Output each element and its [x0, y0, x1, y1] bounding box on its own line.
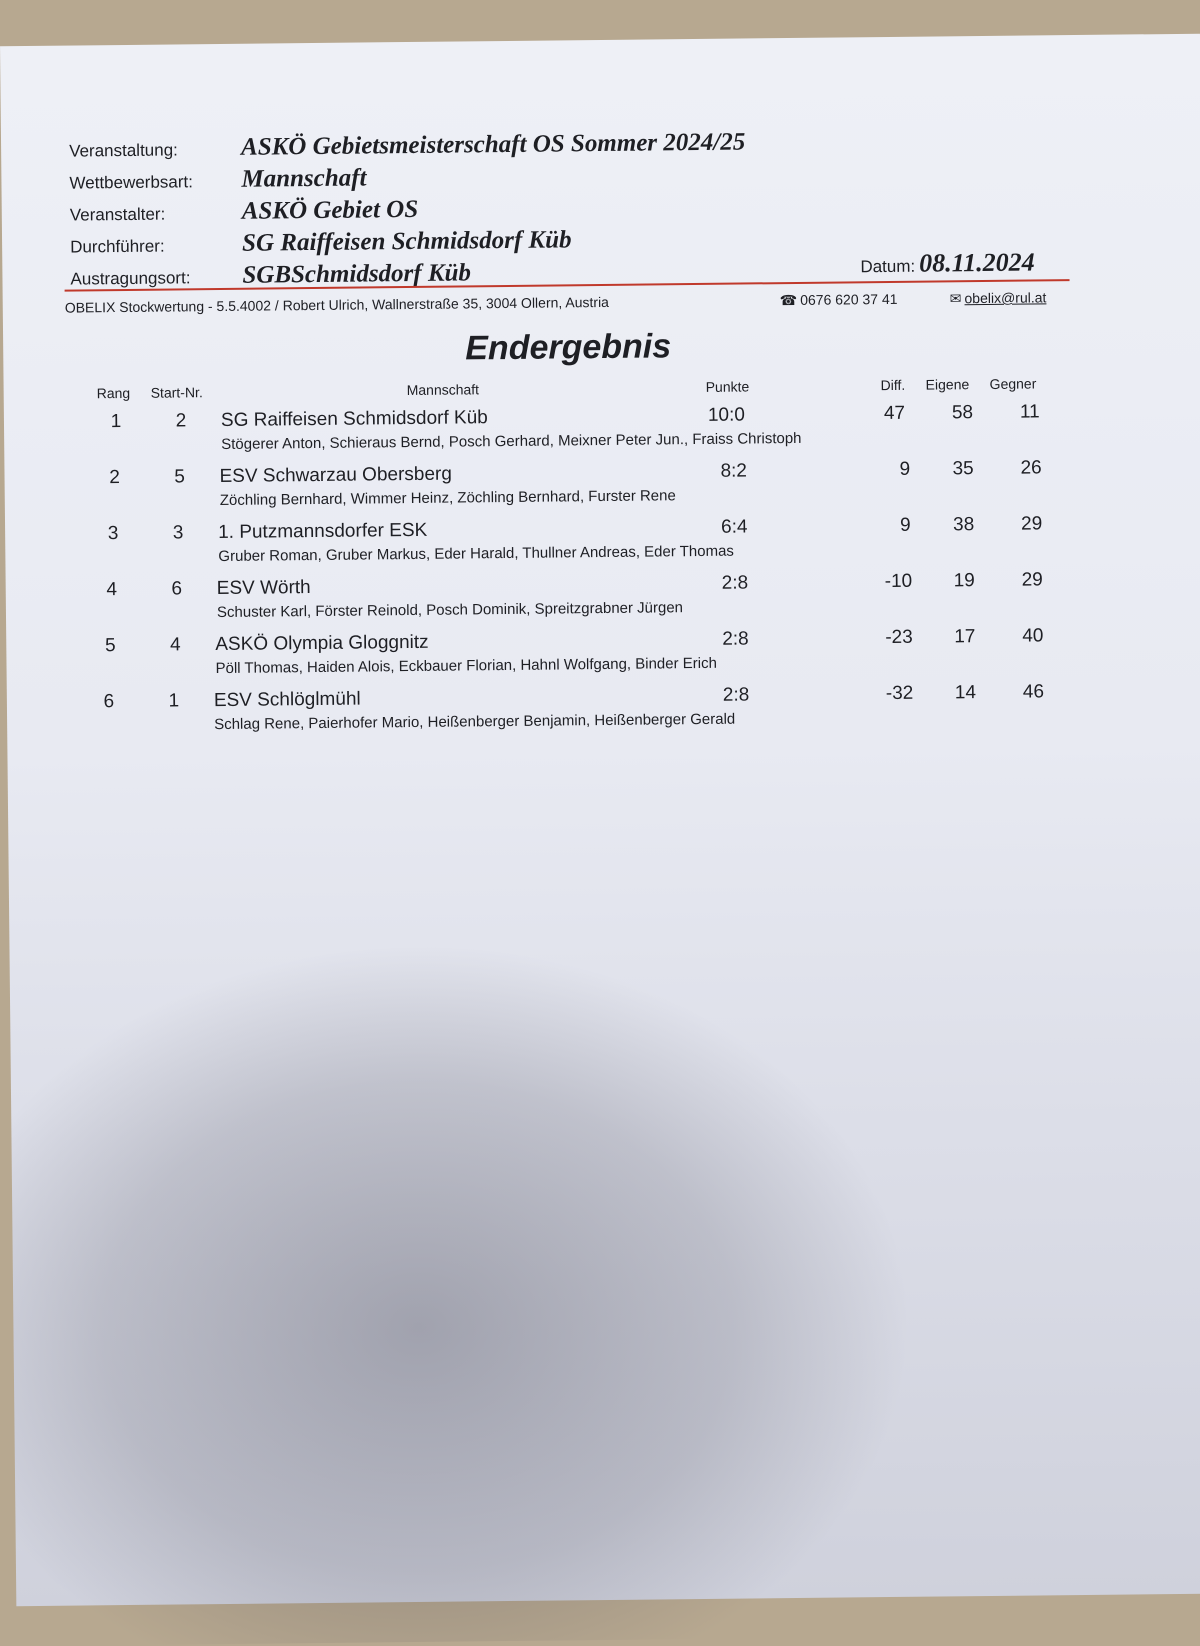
page-title: Endergebnis [465, 327, 672, 368]
diff-cell: -23 [885, 626, 913, 649]
gegner-cell: 40 [1022, 625, 1044, 647]
datum [860, 247, 1035, 279]
rang-cell: 3 [107, 523, 119, 545]
gegner-cell: 26 [1020, 457, 1042, 479]
meta-row-veranstalter [70, 196, 419, 230]
team-cell: ESV Schwarzau Obersberg [219, 463, 452, 488]
team-cell: SG Raiffeisen Schmidsdorf Küb [220, 407, 488, 431]
team-members: Schuster Karl, Förster Reinold, Posch Dominik, Spreitzgrabner Jürgen [216, 599, 684, 622]
start-cell: 5 [174, 466, 185, 488]
team-cell: ESV Schlöglmühl [213, 688, 361, 712]
gegner-cell: 29 [1021, 569, 1043, 591]
meta-label: Veranstalter: [69, 204, 166, 225]
start-cell: 3 [172, 522, 184, 544]
datum-label: Datum: [860, 256, 916, 277]
col-head-rang: Rang [96, 384, 131, 402]
diff-cell: 9 [899, 514, 911, 536]
start-cell: 1 [168, 690, 180, 712]
phone-number [780, 291, 898, 309]
team-members: Gruber Roman, Gruber Markus, Eder Harald, Thullner Andreas, Eder Thomas [218, 542, 734, 566]
rang-cell: 6 [103, 691, 115, 713]
gegner-cell: 46 [1022, 681, 1045, 703]
diff-cell: 9 [899, 458, 911, 480]
diff-cell: 47 [883, 402, 906, 425]
punkte-cell: 10:0 [707, 404, 746, 426]
phone-icon: ☎ [779, 291, 798, 309]
punkte-cell: 8:2 [720, 460, 748, 482]
meta-row-durchfuehrer [70, 226, 572, 261]
eigene-cell: 17 [954, 626, 976, 648]
diff-cell: -10 [884, 570, 913, 593]
col-head-diff: Diff. [880, 376, 906, 394]
diff-cell: -32 [885, 682, 914, 705]
start-cell: 2 [175, 410, 187, 432]
phone-text: 0676 620 37 41 [800, 290, 898, 308]
team-members: Zöchling Bernhard, Wimmer Heinz, Zöchling Bernhard, Furster Rene [219, 487, 676, 510]
col-head-start: Start-Nr. [150, 384, 203, 401]
rang-cell: 5 [104, 635, 116, 657]
meta-value: SGBSchmidsdorf Küb [242, 259, 472, 289]
meta-label: Wettbewerbsart: [69, 172, 194, 193]
meta-value: SG Raiffeisen Schmidsdorf Küb [241, 226, 572, 257]
col-head-eigene: Eigene [925, 376, 970, 393]
meta-value: ASKÖ Gebietsmeisterschaft OS Sommer 2024/25 [240, 128, 746, 161]
team-members: Schlag Rene, Paierhofer Mario, Heißenberger Benjamin, Heißenberger Gerald [214, 710, 736, 734]
email-text: obelix@rul.at [964, 289, 1047, 307]
team-members: Stögerer Anton, Schieraus Bernd, Posch Gerhard, Meixner Peter Jun., Fraiss Christoph [221, 429, 802, 453]
team-cell: ASKÖ Olympia Gloggnitz [215, 631, 429, 656]
team-cell: ESV Wörth [216, 577, 311, 600]
start-cell: 6 [171, 578, 183, 600]
meta-label: Durchführer: [70, 236, 165, 257]
punkte-cell: 2:8 [722, 684, 750, 706]
punkte-cell: 2:8 [721, 572, 749, 594]
photo-shadow [9, 937, 916, 1646]
rang-cell: 1 [110, 411, 122, 433]
team-cell: 1. Putzmannsdorfer ESK [218, 519, 428, 544]
meta-value: ASKÖ Gebiet OS [241, 195, 419, 225]
col-head-team: Mannschaft [406, 381, 480, 399]
start-cell: 4 [169, 634, 181, 656]
meta-label: Austragungsort: [70, 268, 191, 289]
eigene-cell: 14 [954, 682, 977, 704]
meta-row-veranstaltung [69, 128, 745, 165]
punkte-cell: 2:8 [722, 628, 749, 650]
rang-cell: 4 [106, 579, 118, 601]
envelope-icon: ✉ [949, 290, 962, 307]
col-head-gegner: Gegner [989, 375, 1037, 392]
punkte-cell: 6:4 [720, 516, 748, 538]
eigene-cell: 35 [952, 458, 974, 480]
team-members: Pöll Thomas, Haiden Alois, Eckbauer Florian, Hahnl Wolfgang, Binder Erich [215, 654, 717, 678]
meta-value: Mannschaft [241, 164, 367, 193]
datum-value: 08.11.2024 [918, 247, 1035, 278]
gegner-cell: 11 [1019, 401, 1040, 423]
eigene-cell: 58 [951, 402, 974, 424]
result-row [7, 681, 1108, 749]
meta-row-wettbewerbsart [69, 164, 366, 197]
software-info: OBELIX Stockwertung - 5.5.4002 / Robert Ulrich, Wallnerstraße 35, 3004 Ollern, Austria [64, 293, 610, 316]
email-link[interactable] [950, 289, 1047, 307]
meta-label: Veranstaltung: [69, 140, 178, 161]
paper-sheet [0, 34, 1200, 1606]
gegner-cell: 29 [1020, 513, 1043, 535]
col-head-punkte: Punkte [705, 378, 750, 395]
eigene-cell: 38 [952, 514, 975, 536]
eigene-cell: 19 [953, 570, 975, 592]
rang-cell: 2 [109, 467, 120, 489]
